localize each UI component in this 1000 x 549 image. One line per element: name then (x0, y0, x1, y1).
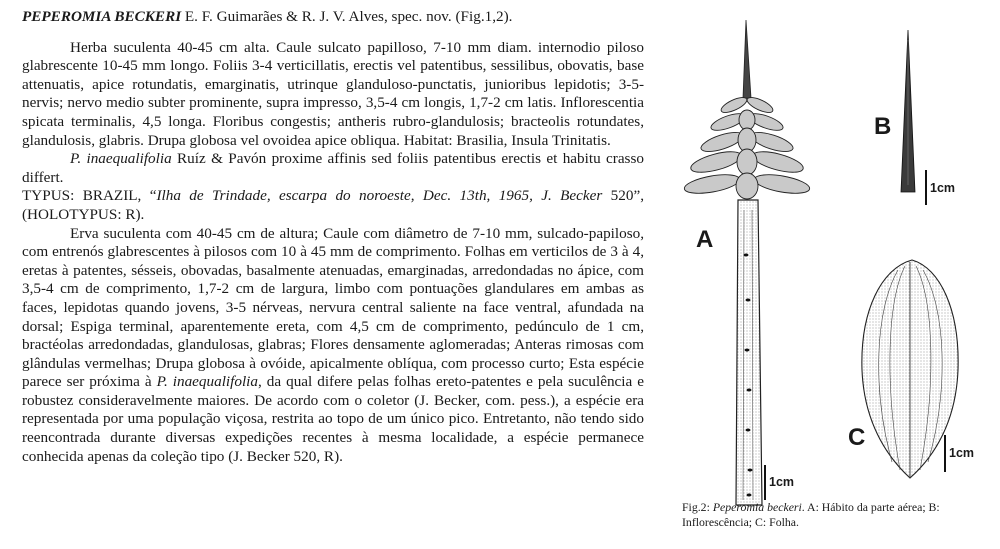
affinity-text: Ruíz & Pavón proxime affinis sed foliis patentibus erectis et habitu crasso differt. (22, 150, 644, 186)
typus-locality: Ilha de Trindade, escarpa do noroeste, Dec. 13th, 1965, J. Becker (156, 187, 603, 205)
scale-label-b: 1cm (930, 181, 956, 195)
figure-label-c: C (848, 424, 866, 451)
text-column (22, 8, 644, 466)
plant-illustration (650, 0, 1000, 544)
affinity-paragraph (22, 150, 644, 187)
latin-description: Herba suculenta 40-45 cm alta. Caule sulcato papilloso, 7-10 mm diam. internodio piloso glabrescente 10-45 mm longo. Foliis 3-4 verticillatis, erectis vel patentibus, sessilibus, obovatis, base attenuatis, apice rotundatis, emarginatis, utrinque glanduloso-punctatis, junioribus lepidotis; 3-5-nervis; nervo medio subter prominente, supra impresso, 3,5-4 cm longis, 1,7-2 cm latis. Inflorescentia spicata terminalis, 4,5 longa. Floribus congestis; antheris rubro-glandulosis; bracteolis rotundates, glandulosis, glabris. Drupa globosa vel ovoidea apice obliqua. Habitat: Brasilia, Insula Trinitatis. (22, 38, 644, 149)
figure-panel (650, 0, 1000, 544)
inflorescence-drawing-b (901, 30, 926, 205)
figure-label-b: B (874, 113, 892, 140)
portuguese-species: P. inaequalifolia (156, 373, 258, 391)
typus-prefix: TYPUS: BRAZIL, “ (22, 187, 157, 205)
scale-label-c: 1cm (949, 446, 975, 460)
typus-paragraph (22, 187, 644, 224)
figure-caption (682, 500, 994, 529)
scale-label-a: 1cm (769, 475, 795, 489)
leaf-drawing-c (862, 260, 958, 478)
portuguese-description (22, 225, 644, 467)
caption-rest: . A: Hábito da parte aérea; B: Inflorescência; C: Folha. (682, 500, 940, 529)
caption-prefix: Fig.2: (682, 500, 713, 514)
habit-drawing-a (683, 20, 811, 505)
portuguese-part2: , da qual difere pelas folhas ereto-patentes e pela suculência e robustez consideravelmente maiores. De acordo com o coletor (J. Becker, com. pess.), a espécie era representada por uma população viçosa, restrita ao topo de um único pico. Entretanto, não tendo sido reencontrada durante diversas expedições recentes à mesma localidade, a espécie permanece conhecida apenas da coleção tipo (J. Becker 520, R). (22, 373, 644, 465)
figure-label-a: A (696, 226, 714, 253)
typus-suffix: 520”, (HOLOTYPUS: R). (22, 187, 645, 223)
species-name: PEPEROMIA BECKERI (22, 8, 182, 25)
species-heading (22, 8, 644, 27)
affinity-species: P. inaequalifolia (70, 150, 172, 168)
caption-species: Peperomia beckeri (712, 500, 802, 514)
portuguese-part1: Erva suculenta com 40-45 cm de altura; Caule com diâmetro de 7-10 mm, sulcado-papiloso, com entrenós glabrescentes à pilosos com 10 à 45 mm de comprimento. Folhas em verticilos de 3 à 4, eretas à patentes, sésseis, obovadas, basalmente atenuadas, emarginadas, arredondadas no ápice, com 3,5-4 cm de comprimento, 1,7-2 cm de largura, limbo com pontuações glandulares em ambas as faces, lepidotas quando jovens, 3-5 nérveas, nervura central saliente na face ventral, afundada na dorsal; Espiga terminal, aparentemente ereta, com 4,5 cm de comprimento, pedúnculo de 1 cm, bractéolas arredondadas, glandulosas, glabras; Flores densamente aglomeradas; Anteras rimosas com glândulas vermelhas; Drupa globosa à ovóide, apicalmente oblíqua, com processo curto; Esta espécie parece ser próxima à (22, 224, 644, 391)
species-authors: E. F. Guimarães & R. J. V. Alves, spec. nov. (Fig.1,2). (184, 8, 513, 25)
